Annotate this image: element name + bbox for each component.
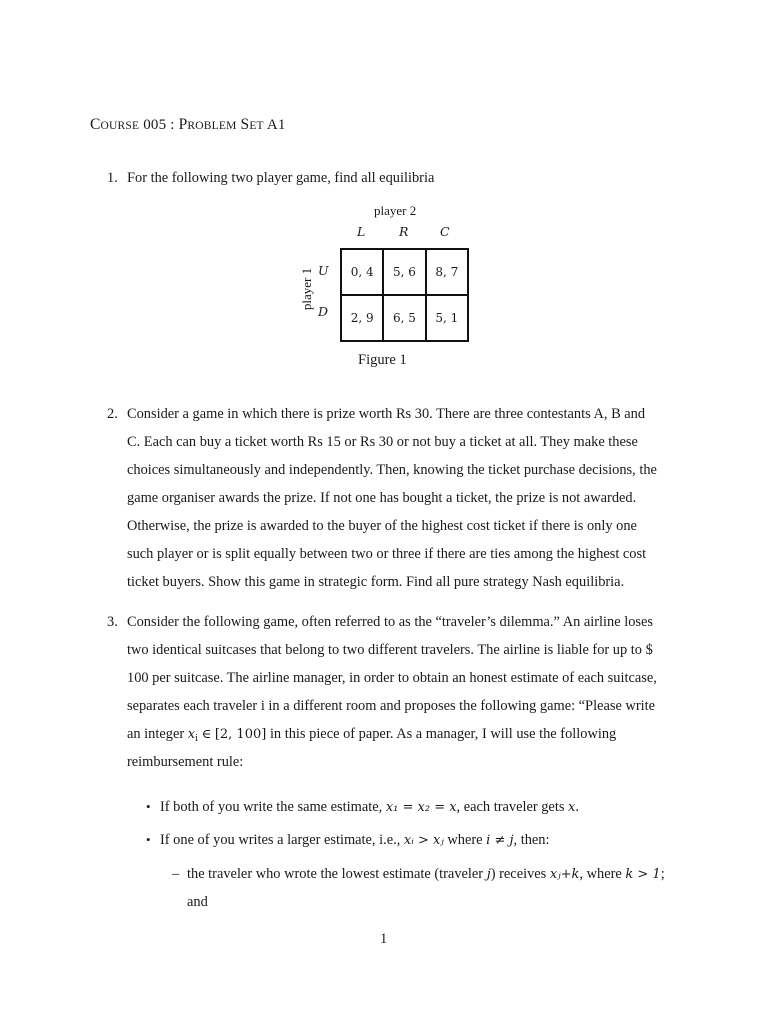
- payoff-cell-u-c: 8, 7: [426, 249, 468, 295]
- sub-item-dash: –: [172, 866, 180, 882]
- payoff-cell-d-c: 5, 1: [426, 295, 468, 341]
- question-3-line-2: two identical suitcases that belong to two different travelers. The airline is liable for up to $: [127, 642, 653, 658]
- question-2-line-3: choices simultaneously and independently. Then, knowing the ticket purchase decisions, the: [127, 462, 657, 478]
- column-label-l: L: [357, 224, 366, 239]
- sub-item-continuation: and: [187, 894, 208, 910]
- figure-caption: Figure 1: [358, 352, 407, 368]
- bullet-2-marker: •: [146, 832, 151, 847]
- payoff-cell-u-l: 0, 4: [341, 249, 383, 295]
- player-1-label: player 1: [299, 267, 314, 311]
- question-3-line-1: Consider the following game, often referred to as the “traveler’s dilemma.” An airline loses: [127, 614, 654, 630]
- question-2-line-1: Consider a game in which there is prize worth Rs 30. There are three contestants A, B and: [127, 406, 646, 422]
- question-2-line-5: Otherwise, the prize is awarded to the buyer of the highest cost ticket if there is only one: [127, 518, 637, 534]
- question-2-line-7: ticket buyers. Show this game in strategic form. Find all pure strategy Nash equilibria.: [127, 574, 625, 590]
- column-label-c: C: [440, 224, 450, 239]
- question-2-number: 2.: [107, 406, 118, 422]
- sub-item-text: the traveler who wrote the lowest estimate (traveler j) receives xⱼ+k, where k > 1;: [187, 866, 665, 882]
- player-2-label: player 2: [374, 203, 417, 218]
- payoff-row-d: [341, 295, 468, 341]
- payoff-cell-u-r: 5, 6: [383, 249, 425, 295]
- payoff-matrix: [340, 248, 469, 342]
- row-label-u: U: [318, 263, 329, 278]
- payoff-cell-d-l: 2, 9: [341, 295, 383, 341]
- bullet-2-text: If one of you writes a larger estimate, i.e., xᵢ > xⱼ where i ≠ j, then:: [160, 832, 550, 848]
- bullet-1-marker: •: [146, 799, 151, 814]
- column-label-r: R: [399, 224, 409, 239]
- question-3-number: 3.: [107, 614, 118, 630]
- question-2-line-6: such player or is split equally between two or three if there are ties among the highest cost: [127, 546, 647, 562]
- question-2-line-2: C. Each can buy a ticket worth Rs 15 or Rs 30 or not buy a ticket at all. They make these: [127, 434, 638, 450]
- question-3-line-4: separates each traveler i in a different room and proposes the following game: “Please write: [127, 698, 655, 714]
- question-1-number: 1.: [107, 170, 118, 186]
- document-title: COURSE 005 : PROBLEM SET A1: [90, 116, 286, 133]
- payoff-cell-d-r: 6, 5: [383, 295, 425, 341]
- question-3-line-6: reimbursement rule:: [127, 754, 244, 770]
- payoff-row-u: [341, 249, 468, 295]
- question-3-line-5: an integer $x_i$ ∈ [2, 100] in this piece of paper. As a manager, I will use the following: [127, 726, 617, 744]
- row-label-d: D: [318, 304, 329, 319]
- page-number: 1: [380, 931, 388, 947]
- question-2-line-4: game organiser awards the prize. If not one has bought a ticket, the prize is not awarded.: [127, 490, 637, 506]
- question-1-text: For the following two player game, find all equilibria: [127, 170, 435, 186]
- question-3-line-3: 100 per suitcase. The airline manager, in order to obtain an honest estimate of each suitcase,: [127, 670, 657, 686]
- bullet-1-text: If both of you write the same estimate, x₁ = x₂ = x, each traveler gets x.: [160, 799, 579, 815]
